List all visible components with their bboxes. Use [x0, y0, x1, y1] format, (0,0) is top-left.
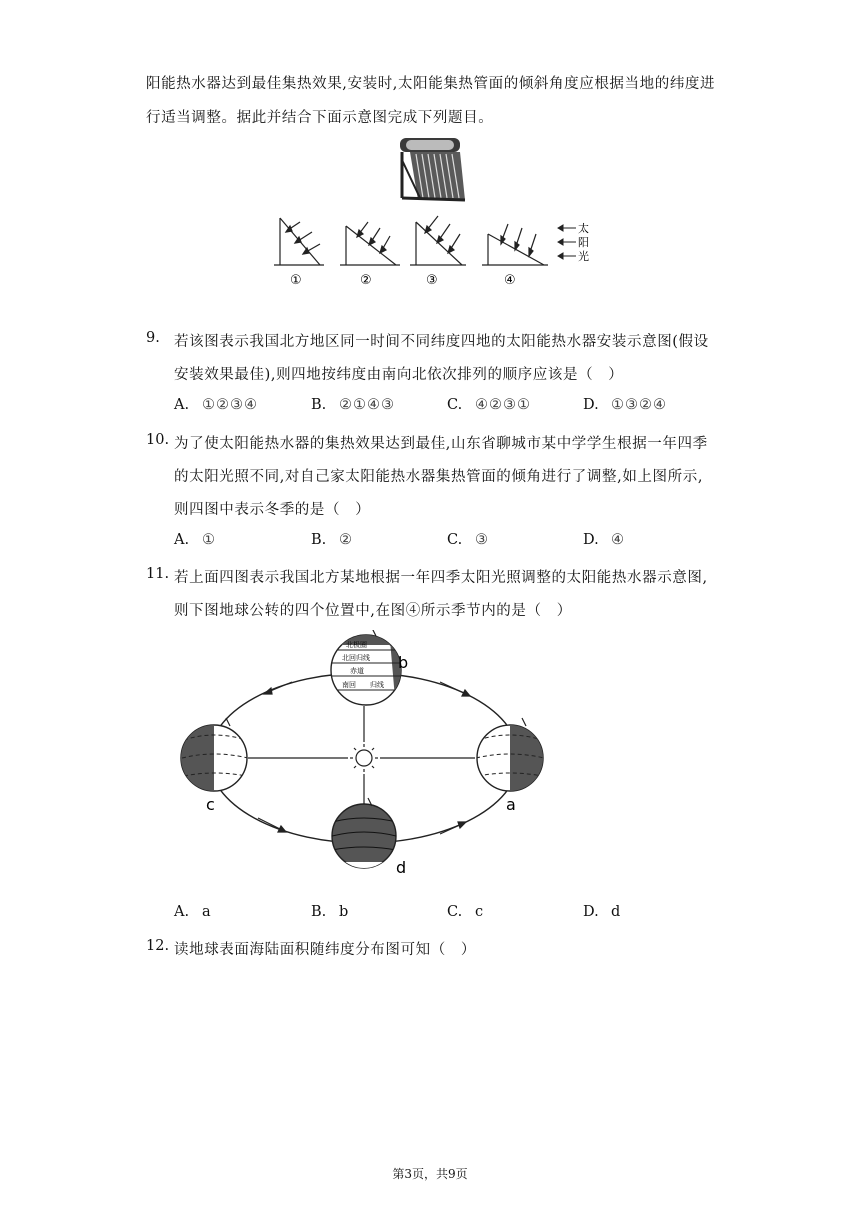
q10-line-1: 为了使太阳能热水器的集热效果达到最佳,山东省聊城市某中学学生根据一年四季 — [174, 436, 708, 452]
q10-line-2: 的太阳光照不同,对自己家太阳能热水器集热管面的倾角进行了调整,如上图所示, — [174, 469, 704, 485]
earth-orbit-figure — [170, 630, 560, 890]
q9-line-2: 安装效果最佳),则四地按纬度由南向北依次排列的顺序应该是（ ） — [174, 367, 624, 383]
tilt-label-1: ① — [290, 273, 302, 288]
position-label-c: c — [206, 795, 215, 814]
sunlight-label-3: 光 — [578, 250, 589, 263]
option-label: A. — [174, 904, 190, 920]
tilt-diagram-2 — [340, 222, 400, 265]
sunlight-legend — [558, 225, 576, 259]
option-value: b — [339, 904, 349, 920]
sunlight-label-1: 太 — [578, 222, 589, 235]
q11-option-c[interactable] — [447, 904, 483, 920]
q11-line-1: 若上面四图表示我国北方某地根据一年四季太阳光照调整的太阳能热水器示意图, — [174, 570, 708, 586]
option-value: ④②③① — [475, 397, 531, 413]
option-value: ① — [202, 532, 216, 548]
page-footer: 第3页，共9页 — [392, 1167, 468, 1181]
q10-number: 10. — [146, 432, 170, 448]
q9-number: 9. — [146, 330, 160, 346]
tilt-diagram-4 — [482, 224, 548, 265]
q12-number: 12. — [146, 938, 170, 954]
q10-option-a[interactable] — [174, 532, 216, 548]
globe-label-equator: 赤道 — [350, 667, 364, 675]
q11-option-a[interactable] — [174, 904, 211, 920]
globe-label-tropic-capricorn-2: 归线 — [370, 681, 384, 689]
tilt-label-2: ② — [360, 273, 372, 288]
sun-icon — [350, 744, 378, 772]
globe-label-tropic-cancer: 北回归线 — [342, 654, 370, 662]
option-label: C. — [447, 904, 463, 920]
globe-label-arctic: 北极圈 — [346, 641, 367, 649]
intro-line-2: 行适当调整。据此并结合下面示意图完成下列题目。 — [146, 110, 494, 126]
q9-line-1: 若该图表示我国北方地区同一时间不同纬度四地的太阳能热水器安装示意图(假设 — [174, 334, 709, 350]
q9-option-a[interactable] — [174, 397, 258, 413]
option-label: B. — [311, 532, 327, 548]
q11-option-b[interactable] — [311, 904, 348, 920]
option-value: ①③②④ — [611, 397, 667, 413]
option-label: C. — [447, 397, 463, 413]
option-value: d — [611, 904, 621, 920]
q10-line-3: 则四图中表示冬季的是（ ） — [174, 502, 371, 518]
option-label: B. — [311, 904, 327, 920]
solar-heater-figure — [260, 130, 600, 290]
tilt-diagram-3 — [410, 216, 466, 265]
globe-label-tropic-capricorn-1: 南回 — [342, 681, 356, 689]
q11-number: 11. — [146, 566, 170, 582]
q11-line-2: 则下图地球公转的四个位置中,在图④所示季节内的是（ ） — [174, 603, 572, 619]
option-label: D. — [583, 532, 599, 548]
position-label-d: d — [396, 858, 407, 877]
q10-option-d[interactable] — [583, 532, 625, 548]
solar-heater-illustration — [400, 138, 465, 200]
position-label-a: a — [506, 795, 516, 814]
globe-c — [180, 718, 248, 794]
option-label: A. — [174, 532, 190, 548]
option-value: ①②③④ — [202, 397, 258, 413]
option-value: ② — [339, 532, 353, 548]
option-label: C. — [447, 532, 463, 548]
intro-line-1: 阳能热水器达到最佳集热效果,安装时,太阳能集热管面的倾斜角度应根据当地的纬度进 — [146, 76, 716, 92]
position-label-b: b — [398, 653, 409, 672]
q11-option-d[interactable] — [583, 904, 620, 920]
option-value: ②①④③ — [339, 397, 395, 413]
option-label: D. — [583, 397, 599, 413]
q10-option-c[interactable] — [447, 532, 489, 548]
q9-option-d[interactable] — [583, 397, 667, 413]
option-value: ③ — [475, 532, 489, 548]
q10-option-b[interactable] — [311, 532, 353, 548]
q9-option-c[interactable] — [447, 397, 531, 413]
globe-d — [330, 798, 398, 872]
option-value: ④ — [611, 532, 625, 548]
globe-b — [330, 630, 402, 710]
sunlight-label-2: 阳 — [578, 236, 589, 249]
q9-option-b[interactable] — [311, 397, 395, 413]
q12-line-1: 读地球表面海陆面积随纬度分布图可知（ ） — [174, 942, 476, 958]
globe-a — [476, 718, 546, 794]
option-label: D. — [583, 904, 599, 920]
tilt-label-4: ④ — [504, 273, 516, 288]
option-label: B. — [311, 397, 327, 413]
option-value: c — [475, 904, 484, 920]
tilt-label-3: ③ — [426, 273, 438, 288]
option-label: A. — [174, 397, 190, 413]
tilt-diagram-1 — [274, 218, 324, 265]
option-value: a — [202, 904, 211, 920]
